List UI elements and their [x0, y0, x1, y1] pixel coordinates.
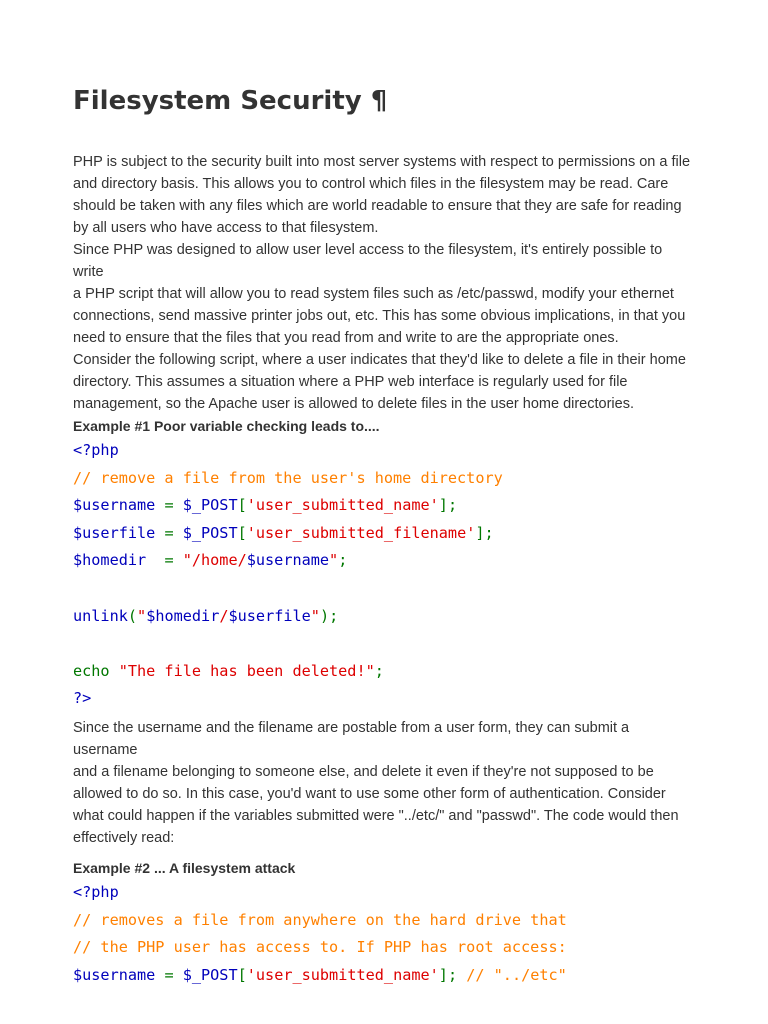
code-line — [73, 575, 695, 603]
code-line: // remove a file from the user's home directory — [73, 468, 503, 487]
example1-title: Example #1 Poor variable checking leads to.... — [73, 418, 380, 434]
intro-paragraph-3-line: directory. This assumes a situation where a PHP web interface is regularly used for file — [73, 374, 628, 390]
middle-paragraph-line: effectively read: — [73, 829, 175, 846]
code-line: $username = $_POST['user_submitted_name']; — [73, 496, 458, 515]
code-line: $username = $_POST['user_submitted_name']; // "../etc" — [73, 965, 567, 984]
example2-code-block — [73, 879, 695, 989]
intro-paragraph-1-line: PHP is subject to the security built into most server systems with respect to permissions on a file — [73, 154, 691, 170]
middle-paragraph-line: Since the username and the filename are postable from a user form, they can submit a username — [73, 719, 630, 758]
middle-text — [73, 717, 695, 849]
code-line: $homedir = "/home/$username"; — [73, 551, 348, 570]
intro-paragraph-2-line: need to ensure that the files that you read from and write to are the appropriate ones. — [73, 330, 619, 346]
intro-paragraph-2-line: Since PHP was designed to allow user level access to the filesystem, it's entirely possible to write — [73, 242, 663, 280]
intro-paragraph-1-line: should be taken with any files which are world readable to ensure that they are safe for reading — [73, 198, 682, 214]
code-line: unlink("$homedir/$userfile"); — [73, 606, 339, 625]
code-line: <?php — [73, 882, 119, 901]
page-title: Filesystem Security ¶ — [73, 86, 388, 116]
intro-paragraph-3-line: management, so the Apache user is allowed to delete files in the user home directories. — [73, 396, 634, 412]
intro-paragraph-3-line: Consider the following script, where a user indicates that they'd like to delete a file in their home — [73, 352, 686, 368]
code-line: echo "The file has been deleted!"; — [73, 661, 384, 680]
code-line: $userfile = $_POST['user_submitted_filename']; — [73, 523, 494, 542]
middle-paragraph-line: what could happen if the variables submitted were "../etc/" and "passwd". The code would then — [73, 807, 679, 824]
intro-paragraph-2-line: connections, send massive printer jobs out, etc. This has some obvious implications, in that you — [73, 308, 686, 324]
intro-text — [73, 151, 695, 415]
example2-title: Example #2 ... A filesystem attack — [73, 859, 296, 876]
middle-paragraph-line: allowed to do so. In this case, you'd want to use some other form of authentication. Consider — [73, 785, 666, 802]
intro-paragraph-1-line: by all users who have access to that filesystem. — [73, 220, 379, 236]
intro-paragraph-2-line: a PHP script that will allow you to read system files such as /etc/passwd, modify your ethernet — [73, 286, 674, 302]
code-line: ?> — [73, 689, 92, 708]
example1-code-block — [73, 437, 695, 713]
code-line: // removes a file from anywhere on the hard drive that — [73, 910, 567, 929]
code-line: <?php — [73, 441, 119, 459]
middle-paragraph-line: and a filename belonging to someone else, and delete it even if they're not supposed to be — [73, 763, 654, 780]
intro-paragraph-1-line: and directory basis. This allows you to control which files in the filesystem may be read. Care — [73, 176, 669, 192]
code-line — [73, 630, 695, 658]
code-line: // the PHP user has access to. If PHP has root access: — [73, 938, 567, 957]
